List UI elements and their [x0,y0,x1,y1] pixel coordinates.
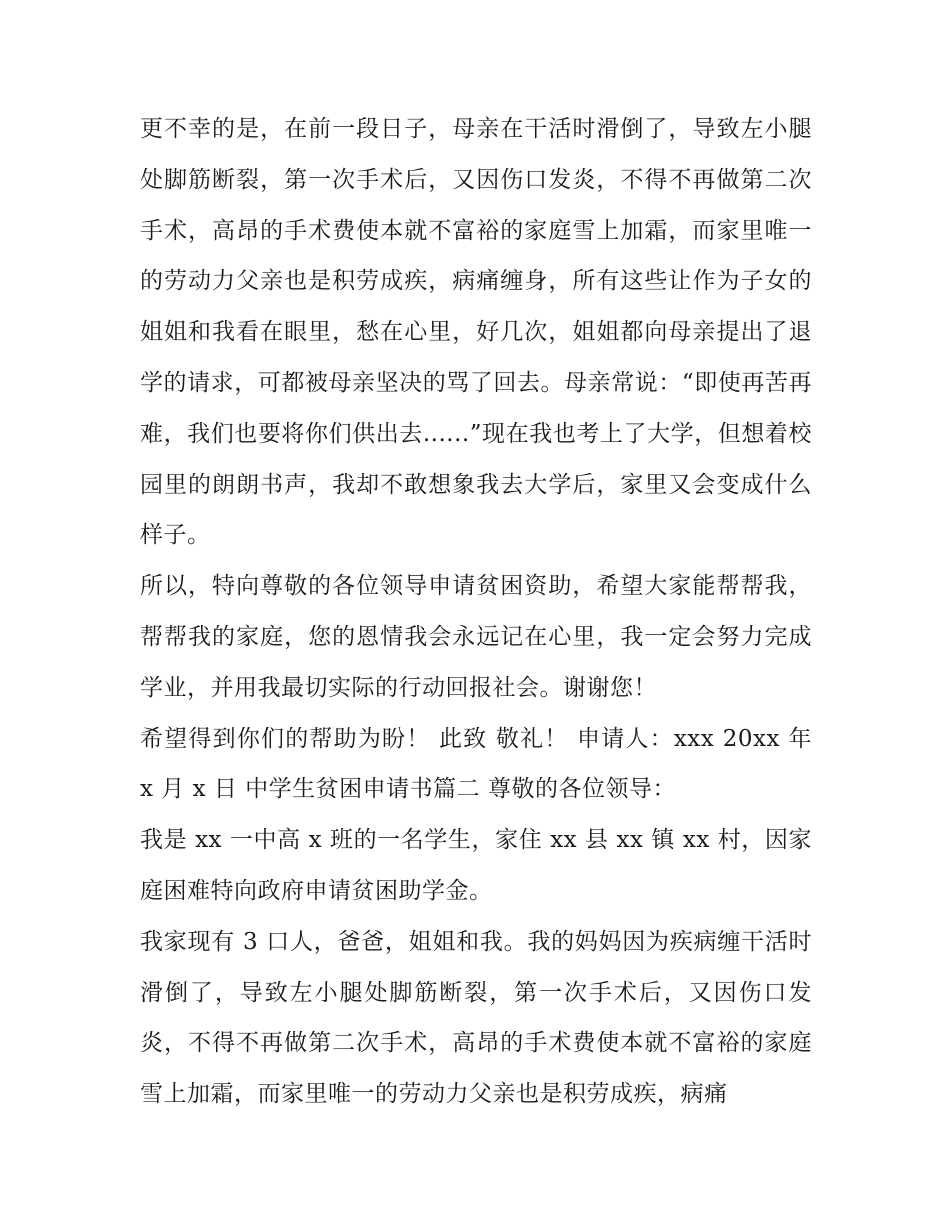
paragraph-2: 所以，特向尊敬的各位领导申请贫困资助，希望大家能帮帮我，帮帮我的家庭，您的恩情我会永远记在心里，我一定会努力完成学业，并用我最切实际的行动回报社会。谢谢您！ [140,573,812,701]
document-body [140,104,812,1120]
paragraph-1: 更不幸的是，在前一段日子，母亲在干活时滑倒了，导致左小腿处脚筋断裂，第一次手术后，又因伤口发炎，不得不再做第二次手术，高昂的手术费使本就不富裕的家庭雪上加霜，而家里唯一的劳动力父亲也是积劳成疾，病痛缠身，所有这些让作为子女的姐姐和我看在眼里，愁在心里，好几次，姐姐都向母亲提出了退学的请求，可都被母亲坚决的骂了回去。母亲常说：“即使再苦再难，我们也要将你们供出去......”现在我也考上了大学，但想着校园里的朗朗书声，我却不敢想象我去大学后，家里又会变成什么样子。 [140,116,812,549]
paragraph-4: 我是 xx 一中高 x 班的一名学生，家住 xx 县 xx 镇 xx 村，因家庭困难特向政府申请贫困助学金。 [140,827,812,904]
paragraph-3: 希望得到你们的帮助为盼！ 此致 敬礼！ 申请人：xxx 20xx 年 x 月 x 日 中学生贫困申请书篇二 尊敬的各位领导： [140,725,812,803]
paragraph-5: 我家现有 3 口人，爸爸，姐姐和我。我的妈妈因为疾病缠干活时滑倒了，导致左小腿处脚筋断裂，第一次手术后，又因伤口发炎，不得不再做第二次手术，高昂的手术费使本就不富裕的家庭雪上加霜，而家里唯一的劳动力父亲也是积劳成疾，病痛 [140,928,812,1108]
